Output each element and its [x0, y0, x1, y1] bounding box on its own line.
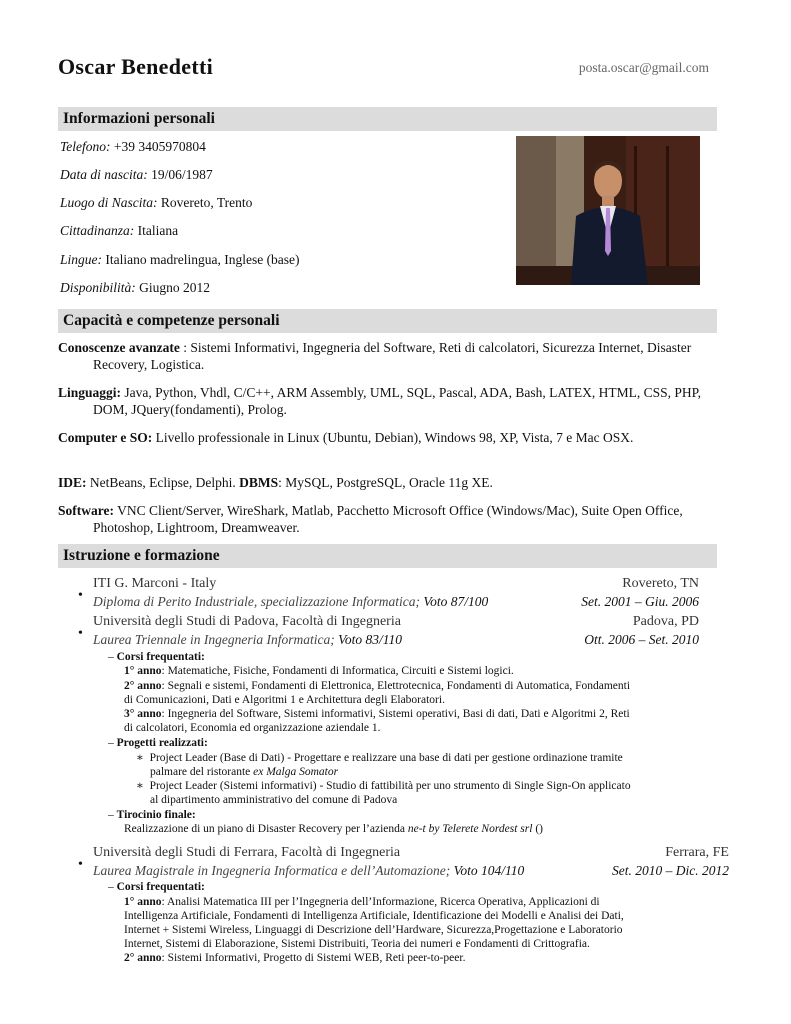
edu-school: ITI G. Marconi - Italy: [93, 576, 217, 591]
anno-text: : Sistemi Informativi, Progetto di Sistemi WEB, Reti peer-to-peer.: [161, 952, 466, 964]
anno-1-cont: Internet + Sistemi Wireless, Linguaggi di Descrizione dell’Hardware, Sicurezza,Progettazione e Laboratorio: [124, 924, 623, 936]
edu-school: Università degli Studi di Ferrara, Facoltà di Ingegneria: [93, 845, 401, 860]
progetti-label: Progetti realizzati:: [116, 737, 208, 749]
info-label: Data di nascita:: [60, 167, 148, 182]
project-text: Project Leader (Base di Dati) - Progettare e realizzare una base di dati per gestione ordinazione tramite: [149, 752, 623, 764]
anno-1-cont: Intelligenza Artificiale, Fondamenti di Intelligenza Artificiale, Identificazione dei Modelli e Analisi dei Dati,: [124, 910, 624, 922]
skill-computer: [58, 429, 723, 446]
edu-place: Padova, PD: [632, 614, 699, 629]
project-place: ex Malga Somator: [253, 766, 339, 778]
section-title: Informazioni personali: [63, 110, 215, 127]
info-label: Lingue:: [60, 252, 102, 267]
tirocinio-company: ne-t by Telerete Nordest srl: [407, 823, 533, 835]
edu-dates: Set. 2010 – Dic. 2012: [612, 863, 729, 878]
project-item: ∗ Project Leader (Sistemi informativi) - Studio di fattibilità per uno strumento di Single Sign-On applicato: [136, 780, 631, 792]
profile-photo: [516, 136, 700, 285]
bullet-icon: •: [78, 588, 83, 603]
project-text: Project Leader (Sistemi informativi) - Studio di fattibilità per uno strumento di Single Sign-On applicato: [149, 780, 631, 792]
section-header-personal: [58, 107, 717, 131]
anno-label: 1° anno: [124, 665, 162, 677]
bullet-icon: •: [78, 626, 83, 641]
skill-label: Computer e SO:: [58, 430, 153, 445]
info-citizenship: [60, 223, 178, 239]
skill-label: IDE:: [58, 475, 87, 490]
anno-3: [124, 708, 630, 722]
edu-entry-ferrara: [58, 845, 729, 975]
corsi-heading: – Corsi frequentati:: [108, 651, 205, 663]
info-label: Cittadinanza:: [60, 223, 135, 238]
anno-text: : Analisi Matematica III per l’Ingegneria dell’Informazione, Ricerca Operativa, Applicazioni di: [161, 896, 600, 908]
anno-label: 3° anno: [124, 708, 162, 720]
anno-label: 1° anno: [124, 896, 162, 908]
edu-degree-text: Laurea Triennale in Ingegneria Informatica;: [93, 632, 335, 647]
person-name: Oscar Benedetti: [58, 54, 214, 79]
edu-grade: Voto 87/100: [419, 594, 489, 609]
tirocinio-desc: Realizzazione di un piano di Disaster Recovery per l’azienda: [124, 823, 408, 835]
tirocinio-heading: – Tirocinio finale:: [108, 809, 196, 821]
anno-label: 2° anno: [124, 680, 162, 692]
info-value: Italiana: [137, 223, 179, 238]
edu-degree: [93, 863, 524, 879]
skill-linguaggi: [58, 384, 723, 418]
edu-dates: Set. 2001 – Giu. 2006: [581, 594, 699, 609]
section-header-education: [58, 544, 717, 568]
edu-grade: Voto 104/110: [450, 863, 525, 878]
edu-place: Rovereto, TN: [622, 576, 699, 591]
project-text: palmare del ristorante: [150, 766, 254, 778]
info-value: 19/06/1987: [151, 167, 213, 182]
section-title: Istruzione e formazione: [63, 547, 220, 564]
edu-entry-padova: [58, 614, 717, 844]
corsi-heading: – Corsi frequentati:: [108, 881, 205, 893]
skill-text: Java, Python, Vhdl, C/C++, ARM Assembly, UML, SQL, Pascal, ADA, Bash, LATEX, HTML, CSS, PHP, DOM, JQuery(fondamenti), Prolog.: [93, 385, 702, 417]
info-value: Italiano madrelingua, Inglese (base): [105, 252, 300, 267]
anno-text: : Ingegneria del Software, Sistemi informativi, Sistemi operativi, Basi di dati, Dati e Algoritmi 2, Reti: [161, 708, 630, 720]
anno-text: : Segnali e sistemi, Fondamenti di Elettronica, Elettrotecnica, Fondamenti di Automatica, Fondamenti: [161, 680, 631, 692]
anno-3-cont: di calcolatori, Economia ed organizzazione aziendale 1.: [124, 722, 381, 734]
section-title: Capacità e competenze personali: [63, 312, 280, 329]
info-languages: [60, 252, 300, 268]
skill-ide: [58, 474, 723, 491]
corsi-label: Corsi frequentati:: [116, 881, 205, 893]
skill-label: Linguaggi:: [58, 385, 122, 400]
project-item-cont: [150, 766, 338, 780]
info-birthplace: [60, 195, 252, 211]
section-header-skills: [58, 309, 717, 333]
anno-label: 2° anno: [124, 952, 162, 964]
project-item-cont: al dipartimento amministrativo del comune di Padova: [150, 794, 398, 806]
progetti-heading: – Progetti realizzati:: [108, 737, 208, 749]
tirocinio-text: [124, 823, 543, 837]
tirocinio-label: Tirocinio finale:: [116, 809, 196, 821]
info-phone: [60, 139, 206, 155]
anno-2: [124, 680, 630, 694]
skill-conoscenze: [58, 339, 723, 373]
project-item: ∗ Project Leader (Base di Dati) - Progettare e realizzare una base di dati per gestione ordinazione tramite: [136, 752, 623, 764]
info-value: Giugno 2012: [139, 280, 211, 295]
anno-1-cont: Internet, Sistemi di Elaborazione, Sistemi Distribuiti, Teoria dei numeri e Fondamenti di Crittografia.: [124, 938, 590, 950]
edu-degree-text: Laurea Magistrale in Ingegneria Informatica e dell’Automazione;: [93, 863, 451, 878]
skill-text: Livello professionale in Linux (Ubuntu, Debian), Windows 98, XP, Vista, 7 e Mac OSX.: [152, 430, 634, 445]
info-birthdate: [60, 167, 213, 183]
info-value: Rovereto, Trento: [160, 195, 253, 210]
info-label: Telefono:: [60, 139, 111, 154]
anno-2: [124, 952, 465, 966]
skill-label-dbms: DBMS: [239, 475, 279, 490]
info-value: +39 3405970804: [113, 139, 206, 154]
skill-label: Conoscenze avanzate: [58, 340, 180, 355]
edu-degree-text: Diploma di Perito Industriale, specializzazione Informatica;: [93, 594, 420, 609]
email-address[interactable]: posta.oscar@gmail.com: [578, 60, 709, 75]
header: [58, 54, 717, 84]
skill-text: NetBeans, Eclipse, Delphi.: [86, 475, 240, 490]
edu-place: Ferrara, FE: [665, 845, 729, 860]
bullet-icon: •: [78, 857, 83, 872]
corsi-label: Corsi frequentati:: [116, 651, 205, 663]
anno-text: : Matematiche, Fisiche, Fondamenti di Informatica, Circuiti e Sistemi logici.: [161, 665, 514, 677]
edu-school: Università degli Studi di Padova, Facoltà di Ingegneria: [93, 614, 401, 629]
skill-label: Software:: [58, 503, 114, 518]
edu-grade: Voto 83/110: [334, 632, 402, 647]
anno-1: [124, 896, 600, 910]
edu-degree: [93, 594, 488, 610]
edu-entry-iti: [58, 576, 717, 616]
anno-1: [124, 665, 514, 679]
edu-dates: Ott. 2006 – Set. 2010: [584, 632, 699, 647]
tirocinio-paren: (): [532, 823, 543, 835]
info-label: Luogo di Nascita:: [60, 195, 158, 210]
anno-2-cont: di Comunicazioni, Dati e Algoritmi 1 e Architettura degli Elaboratori.: [124, 694, 445, 706]
skill-text: : Sistemi Informativi, Ingegneria del Software, Reti di calcolatori, Sicurezza Internet, Disaster Recovery, Logistica.: [93, 340, 692, 372]
skill-text: VNC Client/Server, WireShark, Matlab, Pacchetto Microsoft Office (Windows/Mac), Suite Open Office, Photoshop, Lightroom, Dreamweaver.: [93, 503, 683, 535]
edu-degree: [93, 632, 402, 648]
skill-software: [58, 502, 723, 536]
info-availability: [60, 280, 210, 296]
info-label: Disponibilità:: [60, 280, 136, 295]
skill-text-dbms: : MySQL, PostgreSQL, Oracle 11g XE.: [278, 475, 493, 490]
